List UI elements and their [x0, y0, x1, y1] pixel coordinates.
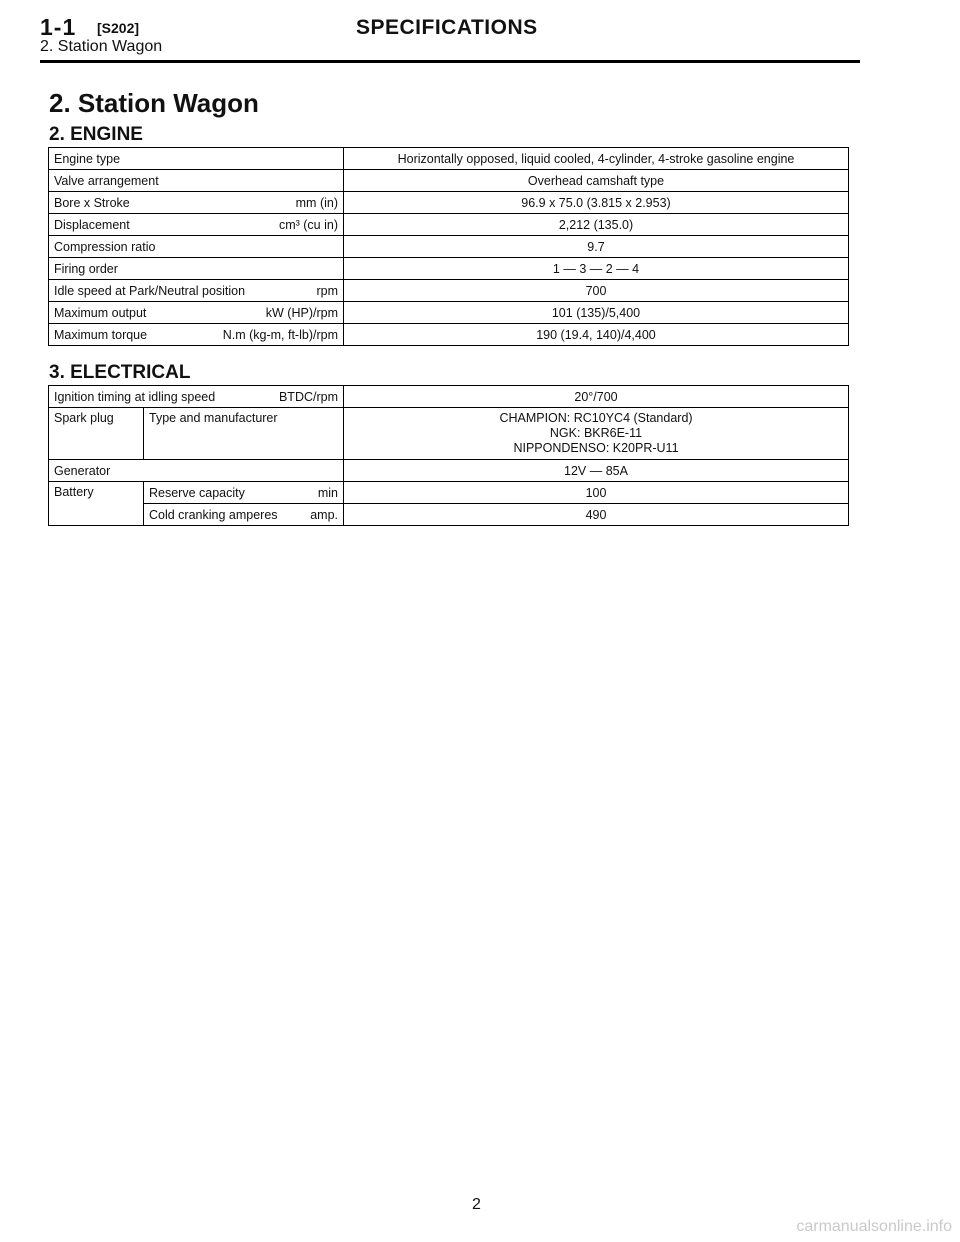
label-cell [49, 258, 344, 280]
spec-value: Overhead camshaft type [344, 170, 849, 192]
table-row [49, 214, 849, 236]
table-row [49, 408, 849, 460]
spark-plug-value: CHAMPION: RC10YC4 (Standard) [499, 411, 693, 425]
spec-value: 96.9 x 75.0 (3.815 x 2.953) [344, 192, 849, 214]
section-number: 1-1 [40, 14, 77, 40]
header-divider [40, 60, 860, 63]
engine-heading: 2. ENGINE [49, 124, 143, 145]
header-title: SPECIFICATIONS [356, 16, 538, 39]
spec-value: 490 [344, 504, 849, 526]
table-row [49, 482, 849, 504]
table-row [49, 258, 849, 280]
spec-unit: rpm [316, 283, 338, 298]
spec-label: Reserve capacity [149, 485, 245, 500]
table-row [49, 460, 849, 482]
engine-spec-table [48, 147, 849, 346]
spec-value: 2,212 (135.0) [344, 214, 849, 236]
spark-plug-value: NIPPONDENSO: K20PR-U11 [513, 441, 679, 455]
table-row [49, 148, 849, 170]
watermark: carmanualsonline.info [796, 1218, 952, 1235]
electrical-heading: 3. ELECTRICAL [49, 362, 191, 383]
electrical-spec-table [48, 385, 849, 526]
table-row [49, 324, 849, 346]
spec-label: Maximum torque [54, 327, 148, 342]
spec-label: Valve arrangement [54, 173, 159, 188]
label-cell [49, 280, 344, 302]
spec-unit: cm³ (cu in) [278, 217, 338, 232]
header-subtitle: 2. Station Wagon [40, 38, 163, 55]
section-code: [S202] [97, 20, 140, 36]
spec-value: 9.7 [344, 236, 849, 258]
label-cell [49, 192, 344, 214]
spec-label: Cold cranking amperes [149, 507, 278, 522]
spark-plug-sub-label: Type and manufacturer [144, 408, 344, 460]
generator-value: 12V — 85A [344, 460, 849, 482]
spark-plug-label: Spark plug [49, 408, 144, 460]
spec-value: 20°/700 [344, 386, 849, 408]
spec-value: 1 — 3 — 2 — 4 [344, 258, 849, 280]
label-cell [49, 324, 344, 346]
spec-label: Maximum output [54, 305, 147, 320]
spec-unit: BTDC/rpm [278, 389, 338, 404]
table-row [49, 192, 849, 214]
label-cell [49, 386, 344, 408]
spec-unit: mm (in) [295, 195, 338, 210]
table-row [49, 280, 849, 302]
table-row [49, 170, 849, 192]
page-number: 2 [472, 1196, 481, 1213]
table-row [49, 504, 849, 526]
spec-label: Firing order [54, 261, 118, 276]
spec-value: 101 (135)/5,400 [344, 302, 849, 324]
spec-unit: amp. [310, 507, 338, 522]
generator-label: Generator [49, 460, 344, 482]
spec-unit: kW (HP)/rpm [265, 305, 338, 320]
battery-label: Battery [49, 482, 144, 526]
spec-value: 700 [344, 280, 849, 302]
spark-plug-value: NGK: BKR6E-11 [549, 426, 643, 440]
spark-plug-values [344, 408, 849, 460]
table-row [49, 302, 849, 324]
spec-label: Idle speed at Park/Neutral position [54, 283, 246, 298]
table-row [49, 236, 849, 258]
label-cell [49, 148, 344, 170]
spec-label: Bore x Stroke [54, 195, 130, 210]
spec-label: Engine type [54, 151, 121, 166]
page-title: 2. Station Wagon [49, 88, 259, 118]
label-cell [49, 236, 344, 258]
table-row [49, 386, 849, 408]
spec-label: Compression ratio [54, 239, 156, 254]
label-cell [144, 482, 344, 504]
spec-label: Displacement [54, 217, 130, 232]
spec-value: 190 (19.4, 140)/4,400 [344, 324, 849, 346]
label-cell [144, 504, 344, 526]
spec-value: 100 [344, 482, 849, 504]
spec-label: Ignition timing at idling speed [54, 389, 216, 404]
spec-value: Horizontally opposed, liquid cooled, 4-cylinder, 4-stroke gasoline engine [344, 148, 849, 170]
spec-unit: N.m (kg-m, ft-lb)/rpm [222, 327, 338, 342]
spec-unit: min [317, 485, 338, 500]
label-cell [49, 170, 344, 192]
label-cell [49, 214, 344, 236]
label-cell [49, 302, 344, 324]
